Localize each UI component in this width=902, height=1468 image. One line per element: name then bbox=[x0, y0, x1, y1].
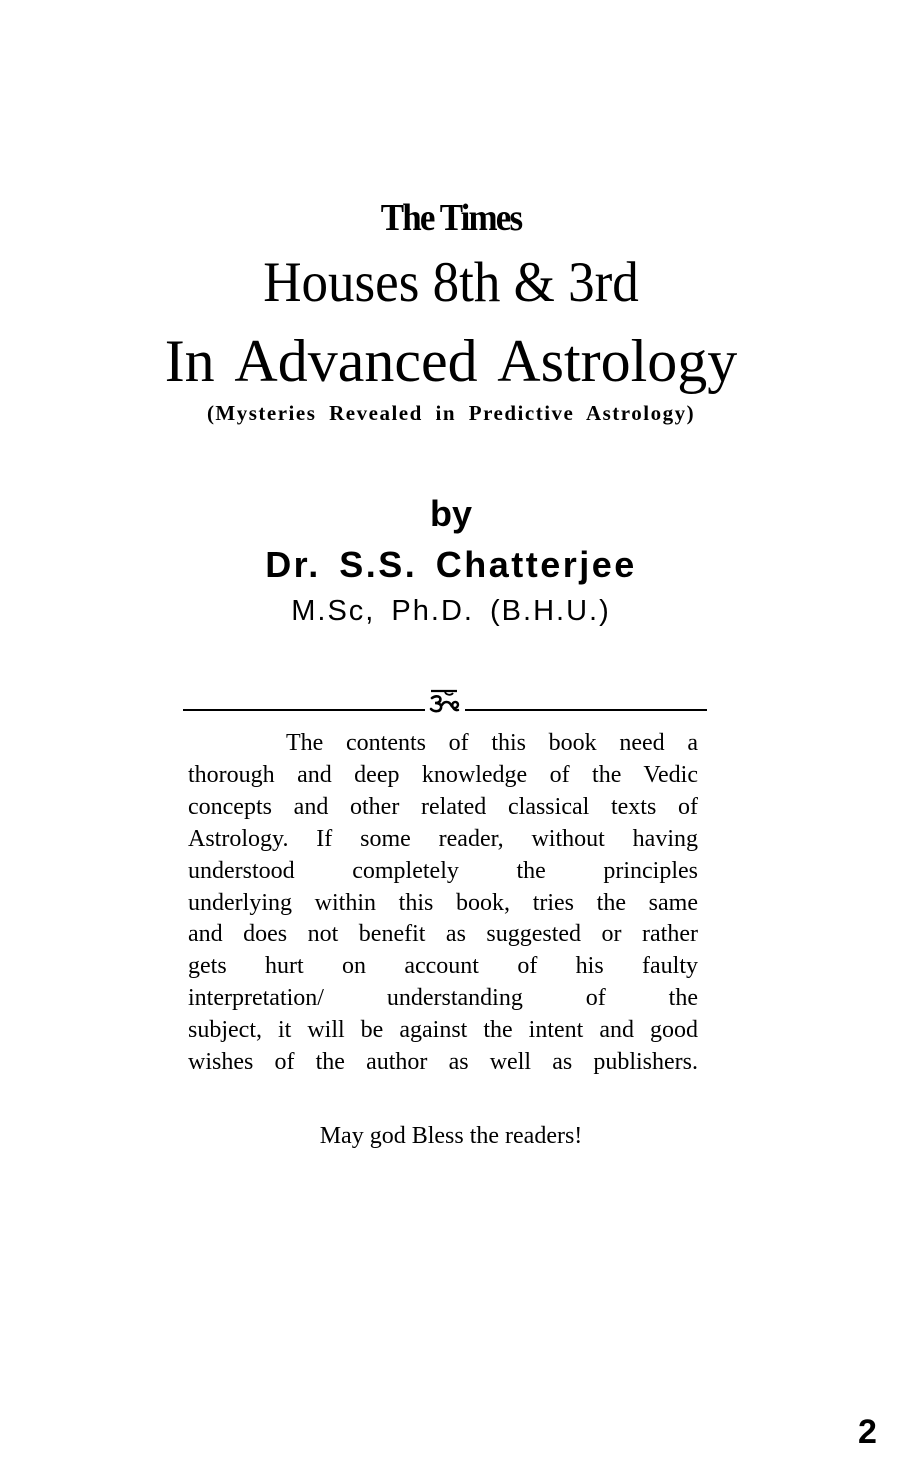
page-number: 2 bbox=[858, 1413, 877, 1451]
disclaimer-line: gets hurt on account of his faulty bbox=[188, 953, 698, 980]
om-icon bbox=[427, 688, 463, 714]
author-credentials: M.Sc, Ph.D. (B.H.U.) bbox=[291, 595, 611, 627]
disclaimer-line: and does not benefit as suggested or rather bbox=[188, 921, 698, 948]
book-title-line-2: In Advanced Astrology bbox=[164, 328, 738, 394]
disclaimer-line: subject, it will be against the intent and good bbox=[188, 1017, 698, 1044]
book-title-line-1: Houses 8th & 3rd bbox=[263, 251, 639, 314]
disclaimer-line: understood completely the principles bbox=[188, 857, 698, 884]
disclaimer-line: underlying within this book, tries the same bbox=[188, 889, 698, 916]
by-label: by bbox=[429, 493, 472, 534]
disclaimer-line: wishes of the author as well as publishers. bbox=[188, 1049, 698, 1076]
disclaimer-line: thorough and deep knowledge of the Vedic bbox=[188, 761, 698, 788]
divider-rule-right bbox=[465, 709, 707, 711]
disclaimer-line: interpretation/ understanding of the bbox=[188, 985, 698, 1012]
disclaimer-line: Astrology. If some reader, without having bbox=[188, 825, 698, 852]
disclaimer-line: The contents of this book need a bbox=[286, 730, 698, 756]
series-title: The Times bbox=[380, 197, 522, 239]
author-name: Dr. S.S. Chatterjee bbox=[265, 544, 637, 585]
ornamental-divider bbox=[183, 686, 707, 712]
disclaimer-paragraph bbox=[188, 728, 698, 1079]
blessing-text: May god Bless the readers! bbox=[319, 1123, 583, 1149]
divider-rule-left bbox=[183, 709, 425, 711]
disclaimer-line: concepts and other related classical texts of bbox=[188, 793, 698, 820]
book-subtitle: (Mysteries Revealed in Predictive Astrology) bbox=[206, 401, 696, 425]
